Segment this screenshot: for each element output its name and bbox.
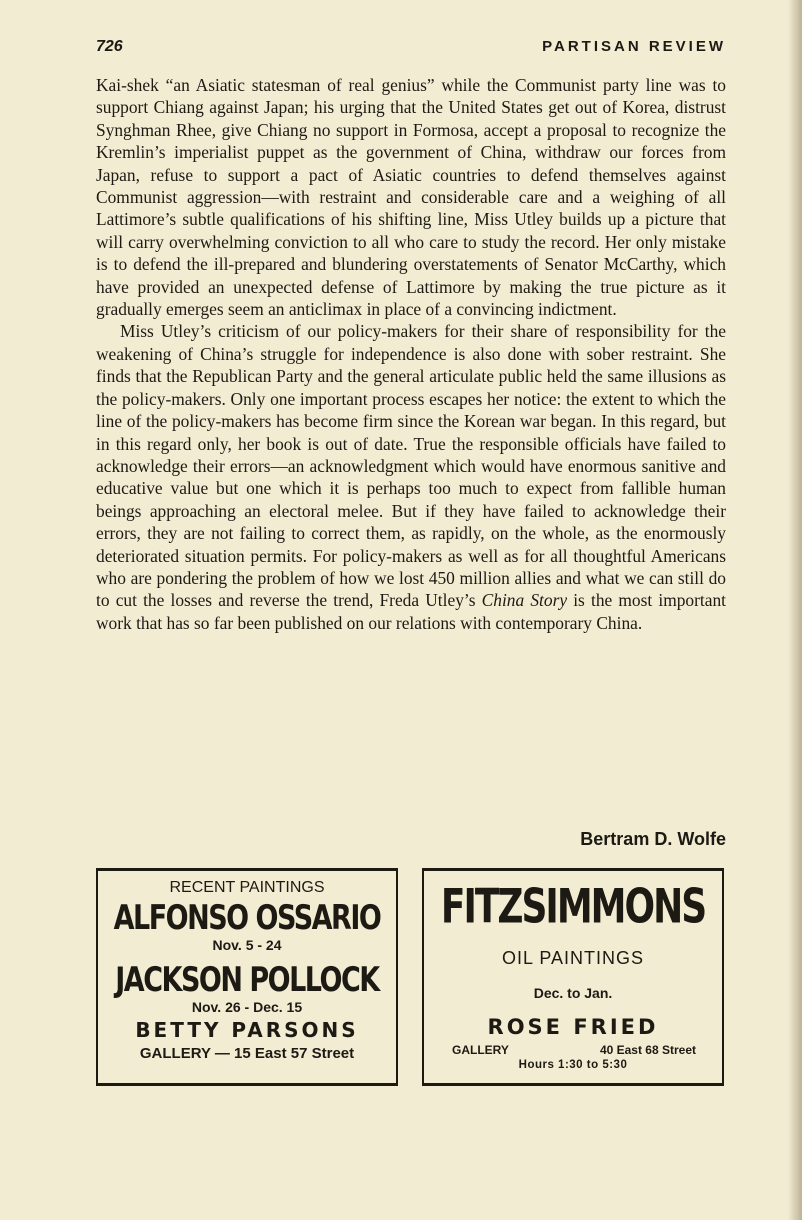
- page-edge-shadow: [788, 0, 802, 1220]
- page-number: 726: [96, 38, 123, 55]
- ad-medium: OIL PAINTINGS: [501, 948, 645, 968]
- article-paragraph-2-main: Miss Utley’s criticism of our policy-makers for their share of responsibility for the weakening of China’s struggle for independence is also done with sober restraint. She finds that the Republican Party and the general articulate public held the same illusions as the policy-makers. Only one important process escapes her notice: the extent to which the line of the policy-makers has become firm since the Korean war began. In this regard, but in this regard only, her book is out of date. True the responsible officials have failed to acknowledge their errors—an acknowledgment which would have enormous sanitive and educative value but one which it is perhaps too much to expect from fallible human beings approaching an electoral melee. But if they have failed to acknowledge their errors, they are not failing to correct them, as rapidly, on the whole, as the enormously deteriorated situation permits. For policy-makers as well as for all thoughtful Americans who are pondering the problem of how we lost 450 million allies and what we can still do to cut the losses and reverse the trend, Freda Utley’s: [96, 321, 726, 611]
- ad-gallery-label: GALLERY: [452, 1043, 509, 1057]
- advertisement-betty-parsons: [96, 868, 398, 1086]
- ad-artist-name: FITZSIMMONS: [440, 880, 706, 935]
- article-paragraph-1: Kai-shek “an Asiatic statesman of real genius” while the Communist party line was to support Chiang against Japan; his urging that the United States get out of Korea, distrust Synghman Rhee, give Chiang no support in Formosa, accept a proposal to recognize the Kremlin’s imperialist puppet as the government of China, withdraw our forces from Japan, refuse to support a pact of Asiatic countries to defend themselves against Communist aggression—with restraint and considerable care and a weighing of all Lattimore’s subtle qualifications of his shifting line, Miss Utley builds up a picture that will carry overwhelming conviction to all who care to study the record. Her only mistake is to defend the ill-prepared and blundering overstatements of Senator McCarthy, which have provided an unexpected defense of Lattimore by making the true picture as it gradually emerges seem an anticlimax in place of a convincing indictment.: [96, 75, 726, 320]
- ad-run-dates: Dec. to Jan.: [533, 985, 613, 1001]
- ad-gallery-name: BETTY PARSONS: [135, 1018, 359, 1042]
- journal-title: PARTISAN REVIEW: [542, 38, 726, 55]
- ad-artist-1: ALFONSO OSSARIO: [113, 899, 381, 938]
- ad-dates-2: Nov. 26 - Dec. 15: [191, 999, 303, 1015]
- advertisement-rose-fried: [422, 868, 724, 1086]
- article-paragraph-2: [96, 320, 726, 634]
- book-title: China Story: [481, 590, 568, 611]
- article-body: [96, 74, 726, 634]
- ad-artist-2: JACKSON POLLOCK: [115, 961, 379, 1000]
- ad-dates-1: Nov. 5 - 24: [212, 937, 282, 953]
- ad-gallery-hours: Hours 1:30 to 5:30: [518, 1059, 628, 1071]
- ad-gallery-name: ROSE FRIED: [487, 1015, 659, 1039]
- ad-kicker: RECENT PAINTINGS: [169, 879, 325, 896]
- ad-gallery-row: [424, 1043, 722, 1057]
- ad-gallery-address: 40 East 68 Street: [599, 1043, 696, 1057]
- article-paragraph-2-end: is the most important work that has so far been published on our relations with contemporary China.: [96, 590, 726, 633]
- author-signature: Bertram D. Wolfe: [580, 829, 726, 849]
- ad-gallery-address: GALLERY — 15 East 57 Street: [139, 1045, 355, 1062]
- running-header: [96, 38, 726, 60]
